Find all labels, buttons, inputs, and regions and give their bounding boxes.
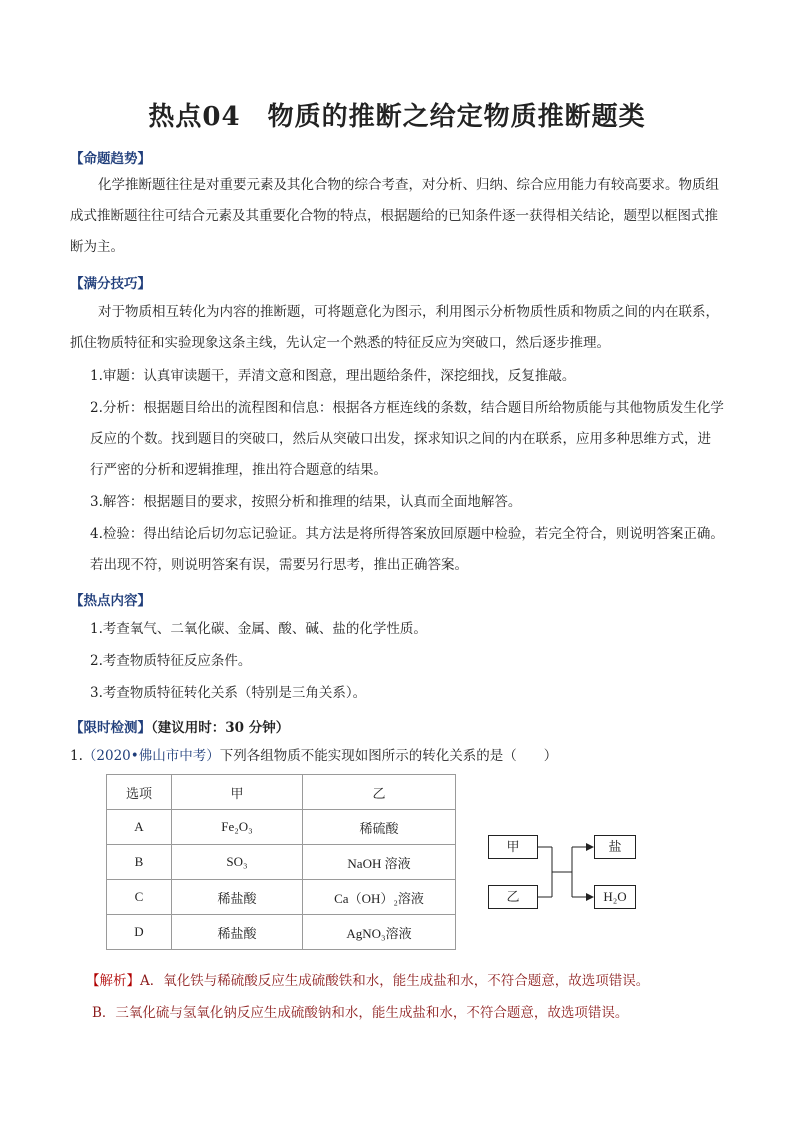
table-cell: 稀盐酸 bbox=[172, 915, 303, 950]
test-heading: 【限时检测】 bbox=[70, 720, 151, 736]
content-item-text: 2.考查物质特征反应条件。 bbox=[90, 653, 252, 669]
analysis-text: B．三氧化硫与氢氧化钠反应生成硫酸钠和水，能生成盐和水，不符合题意，故选项错误。 bbox=[92, 1005, 629, 1021]
options-table bbox=[106, 774, 456, 950]
section-heading-trend: 【命题趋势】 bbox=[70, 151, 151, 167]
table-row bbox=[107, 845, 456, 880]
analysis-text: A．氧化铁与稀硫酸反应生成硫酸铁和水，能生成盐和水，不符合题意，故选项错误。 bbox=[140, 973, 650, 989]
skills-item-text: 4.检验：得出结论后切勿忘记验证。其方法是将所得答案放回原题中检验，若完全符合，则说明答案正确。若出现不符，则说明答案有误，需要另行思考，推出正确答案。 bbox=[90, 526, 724, 573]
table-header-cell: 甲 bbox=[172, 775, 303, 810]
analysis-tag: 【解析】 bbox=[86, 973, 140, 989]
table-cell: D bbox=[107, 915, 172, 950]
skills-item bbox=[90, 361, 724, 392]
page-title: 热点04 物质的推断之给定物质推断题类 bbox=[148, 102, 646, 132]
content-item bbox=[90, 614, 724, 645]
table-row bbox=[107, 880, 456, 915]
table-cell: Fe₂O₃ bbox=[172, 810, 303, 845]
skills-item bbox=[90, 393, 724, 486]
table-row bbox=[107, 915, 456, 950]
section-heading-skills: 【满分技巧】 bbox=[70, 276, 151, 292]
box-jia: 甲 bbox=[488, 835, 538, 859]
section-heading-content: 【热点内容】 bbox=[70, 593, 151, 609]
section-heading-test bbox=[70, 716, 289, 736]
table-cell: Ca（OH）₂溶液 bbox=[303, 880, 456, 915]
content-item-text: 1.考查氧气、二氧化碳、金属、酸、碱、盐的化学性质。 bbox=[90, 621, 427, 637]
table-header-cell: 选项 bbox=[107, 775, 172, 810]
box-salt: 盐 bbox=[594, 835, 636, 859]
skills-intro bbox=[70, 297, 724, 359]
content-item bbox=[90, 678, 724, 709]
question-text: 下列各组物质不能实现如图所示的转化关系的是（ ） bbox=[219, 748, 558, 764]
skills-item bbox=[90, 519, 724, 581]
table-cell: C bbox=[107, 880, 172, 915]
table-cell: SO₃ bbox=[172, 845, 303, 880]
table-row bbox=[107, 810, 456, 845]
trend-text: 化学推断题往往是对重要元素及其化合物的综合考查，对分析、归纳、综合应用能力有较高要求。物质组成式推断题往往可结合元素及其重要化合物的特点，根据题给的已知条件逐一获得相关结论，题型以框图式推断为主。 bbox=[70, 177, 719, 255]
skills-item bbox=[90, 487, 724, 518]
test-time-note: （建议用时：30 分钟） bbox=[151, 720, 290, 736]
analysis-line bbox=[92, 1003, 732, 1023]
trend-paragraph bbox=[70, 170, 724, 263]
content-item bbox=[90, 646, 724, 677]
transformation-diagram bbox=[480, 826, 650, 916]
table-cell: 稀硫酸 bbox=[303, 810, 456, 845]
box-water: H₂O bbox=[594, 885, 636, 909]
analysis-line bbox=[86, 971, 726, 991]
box-yi: 乙 bbox=[488, 885, 538, 909]
table-cell: 稀盐酸 bbox=[172, 880, 303, 915]
table-cell: B bbox=[107, 845, 172, 880]
table-header-cell: 乙 bbox=[303, 775, 456, 810]
question-source: （2020•佛山市中考） bbox=[82, 748, 220, 764]
skills-item-text: 2.分析：根据题目给出的流程图和信息：根据各方框连线的条数，结合题目所给物质能与其他物质发生化学反应的个数。找到题目的突破口，然后从突破口出发，探求知识之间的内在联系，应用多种思维方式，进行严密的分析和逻辑推理，推出符合题意的结果。 bbox=[90, 400, 724, 478]
skills-item-text: 3.解答：根据题目的要求，按照分析和推理的结果，认真而全面地解答。 bbox=[90, 494, 522, 510]
table-cell: AgNO₃溶液 bbox=[303, 915, 456, 950]
table-cell: NaOH 溶液 bbox=[303, 845, 456, 880]
skills-intro-text: 对于物质相互转化为内容的推断题，可将题意化为图示，利用图示分析物质性质和物质之间的内在联系，抓住物质特征和实验现象这条主线，先认定一个熟悉的特征反应为突破口，然后逐步推理。 bbox=[70, 304, 719, 351]
question-number: 1. bbox=[70, 748, 83, 764]
question-stem bbox=[70, 744, 557, 764]
skills-item-text: 1.审题：认真审读题干，弄清文意和图意，理出题给条件，深挖细找，反复推敲。 bbox=[90, 368, 576, 384]
content-item-text: 3.考查物质特征转化关系（特别是三角关系）。 bbox=[90, 685, 367, 701]
table-header-row bbox=[107, 775, 456, 810]
table-cell: A bbox=[107, 810, 172, 845]
